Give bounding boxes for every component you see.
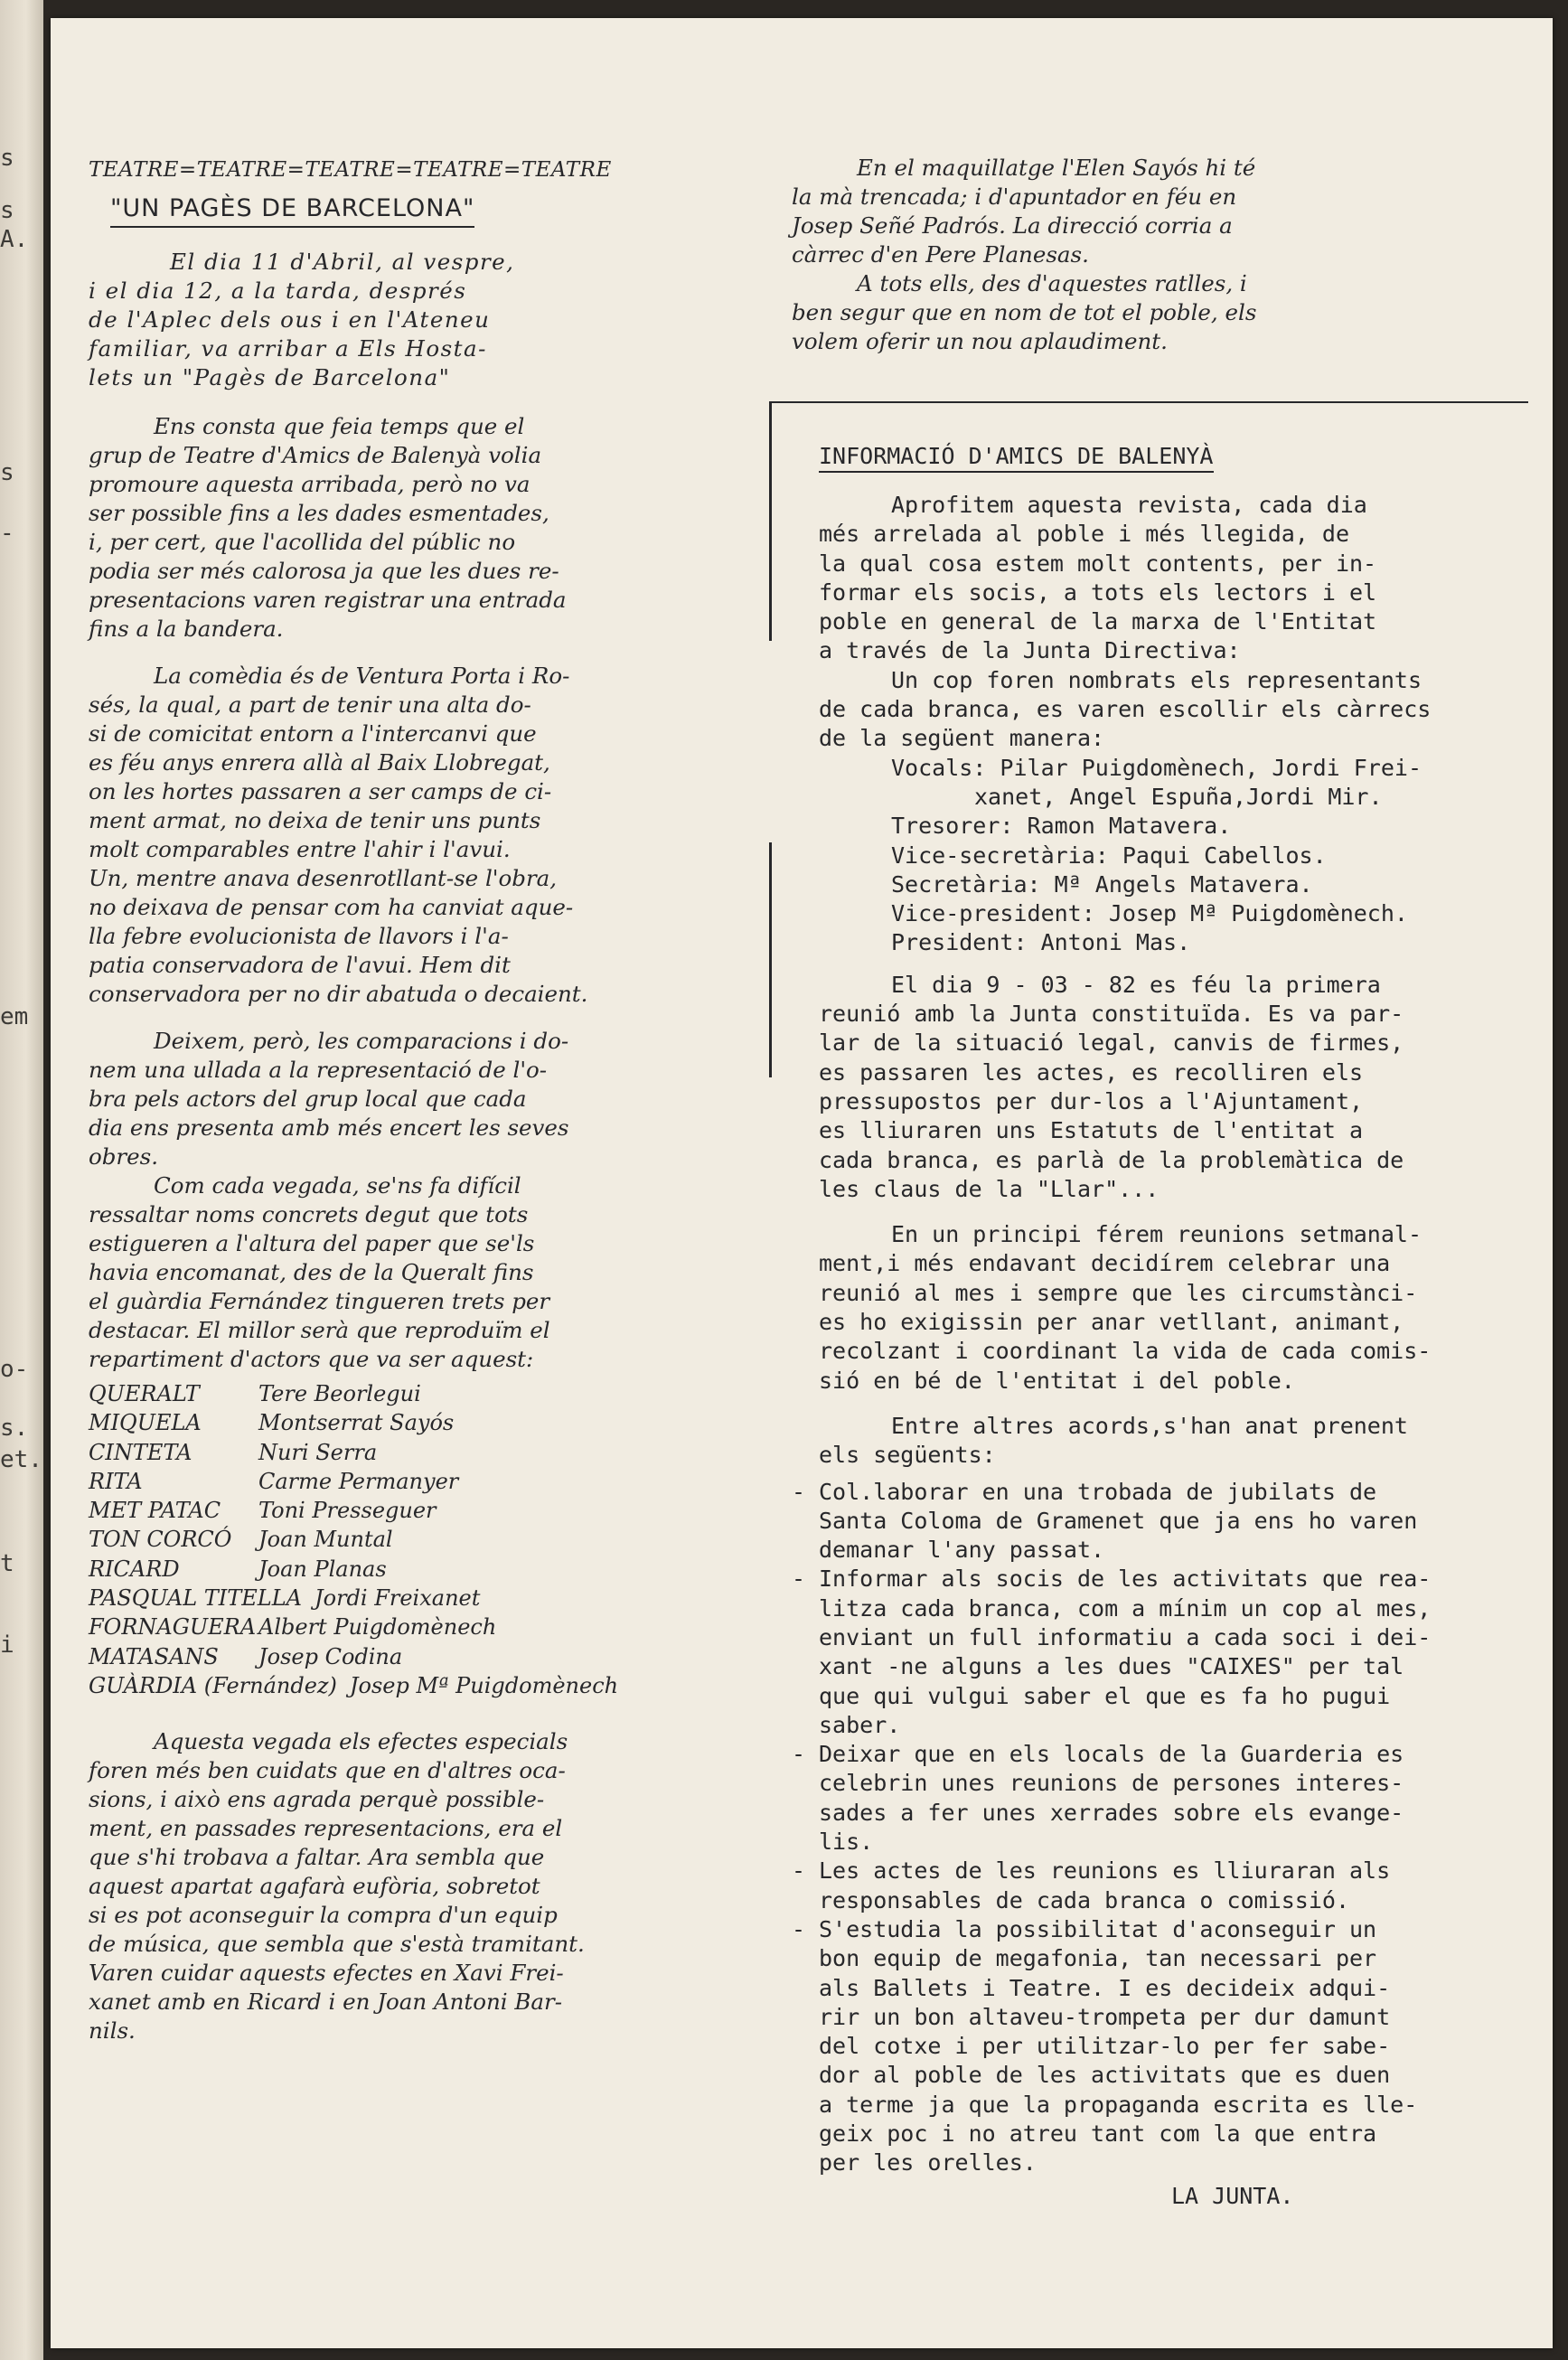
theatre-continuation [792, 154, 1479, 356]
text-line: poble en general de la marxa de l'Entitat [819, 608, 1377, 635]
spine-fragment: s [0, 145, 14, 172]
text-line: destacar. El millor serà que reproduïm el [89, 1317, 550, 1343]
cast-row [89, 1613, 739, 1641]
cast-role: CINTETA [89, 1439, 192, 1465]
spine-fragment: s [0, 197, 14, 224]
text-line: lar de la situació legal, canvis de firmes, [819, 1030, 1404, 1057]
text-line: cada branca, es parlà de la problemàtica de [819, 1146, 1404, 1173]
text-line: a terme ja que la propaganda escrita es lle- [819, 2091, 1418, 2118]
intro-paragraph [819, 491, 1515, 666]
text-line: ment, en passades representacions, era el [89, 1815, 563, 1842]
cast-role: RICARD [89, 1556, 180, 1582]
text-line: sades a fer unes xerrades sobre els evange- [819, 1799, 1404, 1826]
text-line: litza cada branca, com a mínim un cop al mes, [819, 1594, 1432, 1622]
cast-row [89, 1438, 739, 1467]
text-line: responsables de cada branca o comissió. [819, 1886, 1349, 1913]
cast-role: RITA [89, 1468, 143, 1494]
text-line: Entre altres acords,s'han anat prenent [891, 1412, 1408, 1439]
agreements-list [792, 1478, 1515, 2178]
theatre-column [89, 158, 739, 2045]
vocals-list [819, 754, 1515, 813]
text-line: i, per cert, que l'acollida del públic no [89, 529, 516, 555]
text-line: conservadora per no dir abatuda o decaient. [89, 981, 588, 1007]
cast-row [89, 1525, 739, 1554]
text-line: de música, que sembla que s'està tramitant. [89, 1931, 585, 1958]
text-line: es féu anys enrera allà al Baix Llobregat, [89, 749, 550, 776]
paragraph [89, 412, 739, 644]
text-line: Deixar que en els locals de la Guarderia es [819, 1741, 1404, 1768]
paragraph [89, 1027, 739, 1171]
text-line: els següents: [819, 1442, 996, 1469]
text-line: Deixem, però, les comparacions i do- [154, 1028, 569, 1054]
text-line: si de comicitat entorn a l'intercanvi que [89, 720, 537, 747]
cast-actor: Josep Mª Puigdomènech [349, 1672, 619, 1698]
divider-horizontal [769, 401, 1528, 403]
text-line: ser possible fins a les dades esmentades, [89, 500, 549, 526]
text-line: que qui vulgui saber el que es fa ho pugui [819, 1682, 1391, 1709]
text-line: grup de Teatre d'Amics de Balenyà volia [89, 442, 542, 468]
text-line: ment armat, no deixa de tenir uns punts [89, 807, 541, 833]
spine-fragment: A. [0, 226, 29, 253]
spine-fragment: - [0, 520, 14, 547]
amics-column [792, 443, 1515, 2211]
elected-paragraph [819, 666, 1515, 754]
intro-line: lets un "Pagès de Barcelona" [89, 364, 451, 390]
text-line: pressupostos per dur-los a l'Ajuntament, [819, 1087, 1364, 1114]
cast-row [89, 1496, 739, 1525]
text-line: patia conservadora de l'avui. Hem dit [89, 952, 511, 978]
cast-actor: Josep Codina [258, 1643, 403, 1669]
vocals-line: xanet, Angel Espuña,Jordi Mir. [974, 783, 1383, 810]
text-line: Col.laborar en una trobada de jubilats de [819, 1478, 1377, 1505]
cast-role: MET PATAC [89, 1498, 221, 1524]
intro-line: El dia 11 d'Abril, al vespre, [170, 249, 515, 275]
text-line: saber. [819, 1711, 901, 1738]
text-line: sions, i això ens agrada perquè possible- [89, 1786, 545, 1813]
cast-role: MIQUELA [89, 1410, 202, 1436]
text-line: Un cop foren nombrats els representants [891, 666, 1422, 693]
text-line: S'estudia la possibilitat d'aconseguir un [819, 1915, 1377, 1942]
text-line: si es pot aconseguir la compra d'un equip [89, 1902, 558, 1929]
position-line: Vice-secretària: Paqui Cabellos. [891, 842, 1327, 869]
text-line: presentacions varen registrar una entrada [89, 587, 567, 613]
text-line: a través de la Junta Directiva: [819, 637, 1241, 664]
cast-actor: Carme Permanyer [258, 1468, 459, 1494]
spine-fragment: s [0, 459, 14, 486]
intro-paragraph [89, 248, 739, 392]
cast-role: GUÀRDIA (Fernández) [89, 1672, 337, 1698]
text-line: celebrin unes reunions de persones interes- [819, 1770, 1404, 1797]
intro-line: i el dia 12, a la tarda, després [89, 277, 467, 304]
spine-fragment: o- [0, 1356, 29, 1383]
text-line: reunió amb la Junta constituïda. Es va par- [819, 1001, 1404, 1028]
text-line: nils. [89, 2017, 136, 2045]
text-line: la qual cosa estem molt contents, per in- [819, 550, 1377, 577]
text-line: El dia 9 - 03 - 82 es féu la primera [891, 971, 1381, 998]
text-line: Josep Señé Padrós. La direcció corria a [792, 212, 1233, 239]
text-line: ressaltar noms concrets degut que tots [89, 1201, 529, 1227]
text-line: lla febre evolucionista de llavors i l'a- [89, 923, 509, 949]
divider-vertical-bottom [769, 842, 772, 1077]
text-line: les claus de la "Llar"... [819, 1175, 1160, 1202]
text-line: Aquesta vegada els efectes especials [154, 1728, 568, 1755]
cast-actor: Jordi Freixanet [315, 1585, 481, 1612]
first-meeting-paragraph [819, 971, 1515, 1204]
text-line: podia ser més calorosa ja que les dues re- [89, 558, 559, 584]
section-title: INFORMACIÓ D'AMICS DE BALENYÀ [819, 443, 1214, 473]
agreements-intro [819, 1412, 1515, 1471]
cast-row [89, 1379, 739, 1408]
text-line: volem oferir un nou aplaudiment. [792, 328, 1168, 354]
spine-fragment: i [0, 1631, 14, 1659]
text-line: Informar als socis de les activitats que rea- [819, 1565, 1432, 1593]
text-line: formar els socis, a tots els lectors i el [819, 578, 1377, 606]
text-line: fins a la bandera. [89, 616, 284, 642]
text-line: sés, la qual, a part de tenir una alta do- [89, 691, 531, 718]
text-line: no deixava de pensar com ha canviat aque- [89, 894, 574, 920]
agreement-item [792, 1740, 1515, 1857]
cast-role: QUERALT [89, 1381, 200, 1406]
text-line: xant -ne alguns a les dues "CAIXES" per tal [819, 1653, 1404, 1680]
text-line: geix poc i no atreu tant com la que entra [819, 2120, 1377, 2148]
cast-actor: Toni Presseguer [258, 1498, 437, 1524]
text-line: havia encomanat, des de la Queralt fins [89, 1259, 534, 1285]
text-line: Com cada vegada, se'ns fa difícil [154, 1172, 521, 1199]
text-line: on les hortes passaren a ser camps de ci- [89, 778, 552, 804]
text-line: més arrelada al poble i més llegida, de [819, 521, 1349, 548]
text-line: Santa Coloma de Gramenet que ja ens ho varen [819, 1507, 1418, 1534]
text-line: es passaren les actes, es recolliren els [819, 1058, 1364, 1086]
cast-role: TON CORCÓ [89, 1527, 232, 1553]
text-line: reunió al mes i sempre que les circumstànci- [819, 1279, 1418, 1306]
text-line: que s'hi trobava a faltar. Ara sembla que [89, 1844, 545, 1871]
bullet: - [792, 1915, 806, 1942]
text-line: foren més ben cuidats que en d'altres oca- [89, 1757, 566, 1784]
position-line: Vice-president: Josep Mª Puigdomènech. [891, 900, 1408, 927]
cast-role: PASQUAL TITELLA [89, 1585, 303, 1612]
closing-paragraph [792, 269, 1479, 356]
cast-actor: Nuri Serra [258, 1439, 378, 1465]
text-line: lis. [819, 1829, 874, 1856]
agreement-item [792, 1478, 1515, 1565]
text-line: promoure aquesta arribada, però no va [89, 471, 530, 497]
text-line: dor al poble de les activitats que es duen [819, 2062, 1391, 2089]
text-line: per les orelles. [819, 2149, 1037, 2177]
agreement-item [792, 1565, 1515, 1740]
cast-row [89, 1408, 739, 1437]
text-line: Un, mentre anava desenrotllant-se l'obra, [89, 865, 558, 891]
article-title [110, 194, 474, 228]
bullet: - [792, 1565, 806, 1593]
text-line: el guàrdia Fernández tingueren trets per [89, 1288, 550, 1314]
text-line: de cada branca, es varen escollir els càrrecs [819, 696, 1432, 723]
text-line: En el maquillatge l'Elen Sayós hi té [857, 155, 1256, 181]
adjacent-page-edge [0, 0, 43, 2360]
text-line: recolzant i coordinant la vida de cada comis- [819, 1338, 1432, 1365]
text-line: càrrec d'en Pere Planesas. [792, 241, 1089, 268]
intro-line: familiar, va arribar a Els Hosta- [89, 335, 487, 362]
text-line: A tots ells, des d'aquestes ratlles, i [857, 270, 1247, 296]
text-line: ment,i més endavant decidírem celebrar una [819, 1250, 1391, 1277]
text-line: de la següent manera: [819, 725, 1105, 752]
cast-row [89, 1642, 739, 1671]
cast-actor: Montserrat Sayós [258, 1410, 455, 1436]
signature: LA JUNTA. [1171, 2182, 1294, 2209]
agreement-item [792, 1915, 1515, 2178]
spine-fragment: t [0, 1550, 14, 1577]
text-line: la mà trencada; i d'apuntador en féu en [792, 183, 1237, 210]
cast-row [89, 1584, 739, 1613]
text-line: Ens consta que feia temps que el [154, 413, 525, 439]
text-line: es lliuraren uns Estatuts de l'entitat a [819, 1117, 1364, 1144]
divider-vertical-top [769, 401, 772, 641]
cast-list [89, 1379, 739, 1700]
cast-actor: Albert Puigdomènech [258, 1614, 497, 1641]
cast-row [89, 1467, 739, 1496]
text-line: La comèdia és de Ventura Porta i Ro- [154, 663, 570, 689]
text-line: demanar l'any passat. [819, 1537, 1105, 1564]
page [51, 18, 1553, 2348]
text-line: aquest apartat agafarà eufòria, sobretot [89, 1873, 540, 1900]
text-line: Aprofitem aquesta revista, cada dia [891, 492, 1367, 518]
cast-row [89, 1671, 739, 1700]
text-line: En un principi férem reunions setmanal- [891, 1221, 1422, 1248]
text-line: ben segur que en nom de tot el poble, els [792, 299, 1257, 325]
text-line: es ho exigissin per anar vetllant, animant, [819, 1309, 1404, 1336]
intro-line: de l'Aplec dels ous i en l'Ateneu [89, 306, 491, 333]
effects-paragraph [89, 1727, 739, 2045]
cast-actor: Tere Beorlegui [258, 1381, 421, 1406]
text-line: bon equip de megafonia, tan necessari per [819, 1945, 1377, 1972]
spine-fragment: s. [0, 1415, 29, 1442]
text-line: rir un bon altaveu-trompeta per dur damunt [819, 2003, 1391, 2030]
article-title-text: "UN PAGÈS DE BARCELONA" [110, 194, 475, 222]
bullet: - [792, 1478, 806, 1505]
spine-fragment: em [0, 1003, 29, 1030]
cast-row [89, 1555, 739, 1584]
position-line: Tresorer: Ramon Matavera. [891, 813, 1232, 840]
text-line: estigueren a l'altura del paper que se'ls [89, 1230, 535, 1256]
vocals-line: Vocals: Pilar Puigdomènech, Jordi Frei- [891, 754, 1422, 781]
text-line: molt comparables entre l'ahir i l'avui. [89, 836, 511, 862]
paragraph [89, 662, 739, 1009]
makeup-paragraph [792, 154, 1479, 269]
cast-role: MATASANS [89, 1643, 219, 1669]
text-line: Les actes de les reunions es lliuraran als [819, 1857, 1391, 1885]
bullet: - [792, 1741, 806, 1768]
agreement-item [792, 1857, 1515, 1915]
text-line: nem una ullada a la representació de l'o- [89, 1057, 548, 1083]
paragraph [89, 1171, 739, 1374]
spine-fragment: et. [0, 1446, 42, 1473]
text-line: Varen cuidar aquests efectes en Xavi Frei- [89, 1960, 564, 1987]
cast-role: FORNAGUERA [89, 1614, 257, 1641]
text-line: dia ens presenta amb més encert les seves [89, 1114, 569, 1141]
text-line: als Ballets i Teatre. I es decideix adqui- [819, 1974, 1391, 2001]
text-line: xanet amb en Ricard i en Joan Antoni Bar- [89, 1989, 563, 2016]
cast-actor: Joan Muntal [258, 1527, 393, 1553]
body-paragraphs [89, 412, 739, 1374]
section-header: TEATRE=TEATRE=TEATRE=TEATRE=TEATRE [89, 158, 612, 182]
position-line: President: Antoni Mas. [891, 929, 1191, 956]
cast-actor: Joan Planas [258, 1556, 387, 1582]
text-line: bra pels actors del grup local que cada [89, 1086, 527, 1112]
text-line: repartiment d'actors que va ser aquest: [89, 1346, 534, 1372]
bullet: - [792, 1857, 806, 1885]
meetings-paragraph [819, 1220, 1515, 1396]
positions-list [819, 812, 1515, 957]
text-line: enviant un full informatiu a cada soci i dei- [819, 1623, 1432, 1650]
text-line: del cotxe i per utilitzar-lo per fer sabe- [819, 2033, 1391, 2060]
text-line: obres. [89, 1143, 159, 1170]
text-line: sió en bé de l'entitat i del poble. [819, 1367, 1295, 1394]
position-line: Secretària: Mª Angels Matavera. [891, 870, 1313, 898]
